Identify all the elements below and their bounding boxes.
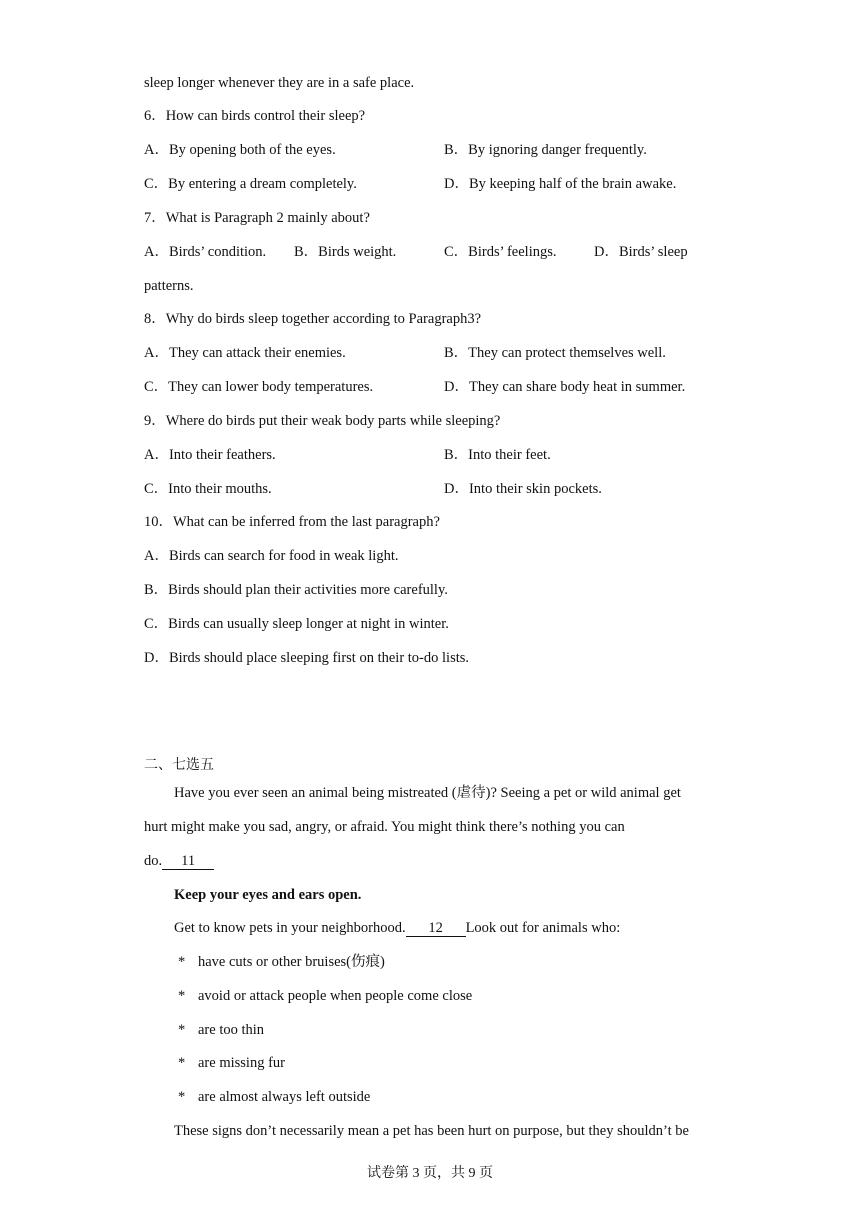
question-7-option-c: C．Birds’ feelings.	[444, 244, 557, 260]
question-9-stem: 9．Where do birds put their weak body parts while sleeping?	[144, 413, 501, 429]
bullet-mark: *	[178, 954, 186, 970]
passage-line: These signs don’t necessarily mean a pet has been hurt on purpose, but they shouldn’t be	[174, 1123, 689, 1139]
bullet-text: have cuts or other bruises(伤痕)	[198, 954, 385, 970]
question-9-option-c: C．Into their mouths.	[144, 481, 272, 497]
passage-text: Look out for animals who:	[465, 920, 621, 936]
question-7-option-d-wrap: patterns.	[144, 278, 194, 294]
question-8-option-b: B．They can protect themselves well.	[444, 345, 666, 361]
page-footer: 试卷第 3 页，共 9 页	[367, 1166, 493, 1181]
bullet-item	[178, 987, 472, 1005]
question-6-option-b: B．By ignoring danger frequently.	[444, 142, 647, 158]
question-6-stem: 6．How can birds control their sleep?	[144, 108, 366, 124]
question-8-stem: 8．Why do birds sleep together according to Paragraph3?	[144, 311, 482, 327]
bullet-item	[178, 1054, 285, 1072]
question-8-option-c: C．They can lower body temperatures.	[144, 379, 374, 395]
question-7-option-b: B．Birds weight.	[294, 244, 397, 260]
carry-over-line: sleep longer whenever they are in a safe place.	[144, 75, 415, 91]
bullet-text: are almost always left outside	[198, 1089, 371, 1105]
question-10-option-b: B．Birds should plan their activities more carefully.	[144, 582, 448, 598]
question-6-option-a: A．By opening both of the eyes.	[144, 142, 336, 158]
question-8-option-a: A．They can attack their enemies.	[144, 345, 346, 361]
question-10-option-d: D．Birds should place sleeping first on their to-do lists.	[144, 650, 470, 666]
question-6-option-c: C．By entering a dream completely.	[144, 176, 357, 192]
question-6-option-d: D．By keeping half of the brain awake.	[444, 176, 677, 192]
bullet-mark: *	[178, 988, 186, 1004]
passage-text: do.	[144, 853, 163, 869]
question-10-option-a: A．Birds can search for food in weak light.	[144, 548, 399, 564]
passage-line: Have you ever seen an animal being mistreated (虐待)? Seeing a pet or wild animal get	[174, 785, 681, 801]
section-2-heading: 二、七选五	[144, 757, 214, 773]
bullet-text: are missing fur	[198, 1055, 285, 1071]
bullet-text: avoid or attack people when people come close	[198, 988, 473, 1004]
bullet-mark: *	[178, 1022, 186, 1038]
question-7-option-a: A．Birds’ condition.	[144, 244, 267, 260]
passage-subheading: Keep your eyes and ears open.	[174, 887, 362, 903]
bullet-item	[178, 1021, 264, 1039]
passage-line	[144, 852, 214, 870]
bullet-item	[178, 1088, 370, 1106]
bullet-text: are too thin	[198, 1022, 265, 1038]
blank-12[interactable]: 12	[406, 920, 466, 937]
bullet-item	[178, 953, 385, 971]
question-9-option-a: A．Into their feathers.	[144, 447, 276, 463]
bullet-mark: *	[178, 1089, 186, 1105]
blank-11[interactable]: 11	[162, 853, 214, 870]
passage-line: hurt might make you sad, angry, or afraid. You might think there’s nothing you can	[144, 819, 625, 835]
passage-line	[174, 919, 620, 937]
question-10-option-c: C．Birds can usually sleep longer at night in winter.	[144, 616, 449, 632]
passage-text: Get to know pets in your neighborhood.	[174, 920, 406, 936]
question-8-option-d: D．They can share body heat in summer.	[444, 379, 686, 395]
question-9-option-d: D．Into their skin pockets.	[444, 481, 602, 497]
question-7-option-d: D．Birds’ sleep	[594, 244, 688, 260]
question-9-option-b: B．Into their feet.	[444, 447, 551, 463]
question-7-stem: 7．What is Paragraph 2 mainly about?	[144, 210, 370, 226]
bullet-mark: *	[178, 1055, 186, 1071]
question-10-stem: 10．What can be inferred from the last paragraph?	[144, 514, 440, 530]
